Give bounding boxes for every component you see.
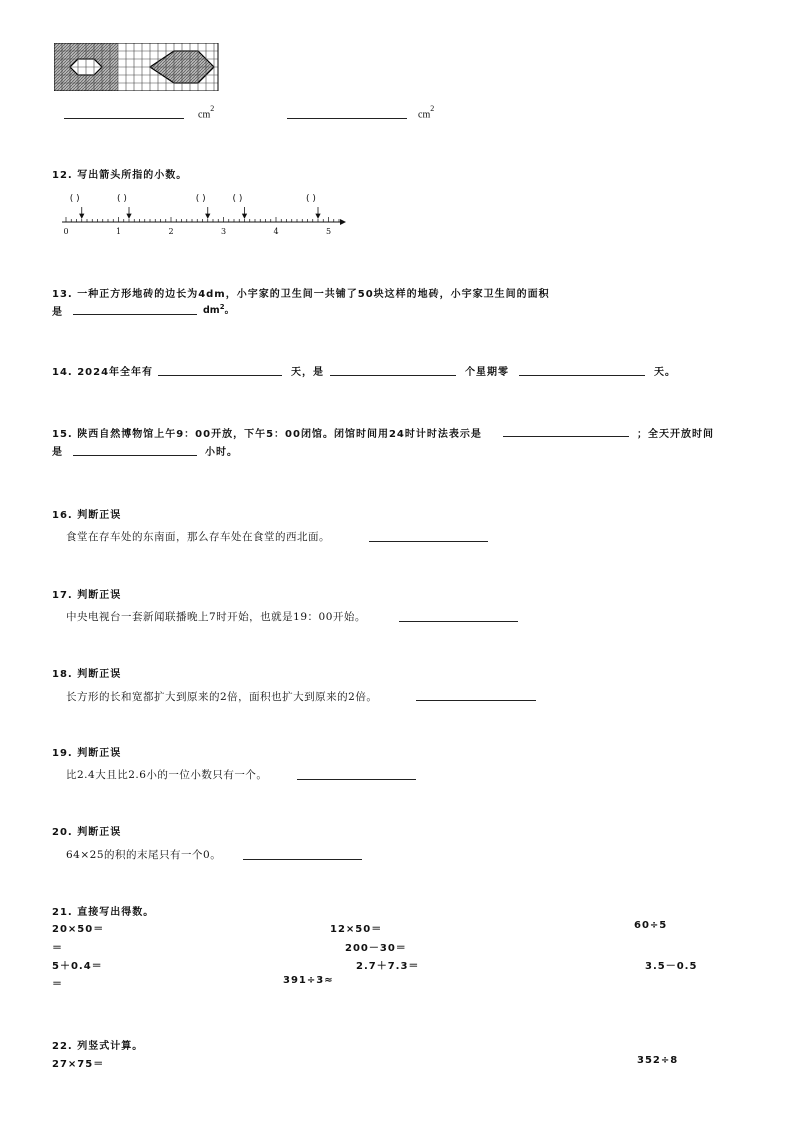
- q11-answer-blank-2[interactable]: [287, 118, 407, 119]
- q21-item: ＝: [52, 943, 63, 954]
- q21-item: 391÷3≈: [283, 975, 334, 986]
- q19-title: 19. 判断正误: [52, 748, 122, 759]
- q21-item: 20×50＝: [52, 924, 105, 935]
- tick-label: 4: [273, 227, 279, 236]
- answer-paren[interactable]: ( ): [195, 194, 206, 204]
- q13-answer-blank[interactable]: [73, 314, 197, 315]
- q17-statement: 中央电视台一套新闻联播晚上7时开始，也就是19：00开始。: [66, 611, 366, 623]
- q21-item: 60÷5: [634, 920, 668, 931]
- answer-paren[interactable]: ( ): [117, 194, 127, 204]
- q20-title: 20. 判断正误: [52, 827, 122, 838]
- pointer-arrowhead: [127, 214, 131, 218]
- q11-unit-1: $cm^2$: [198, 104, 215, 121]
- q18-answer-blank[interactable]: [416, 700, 536, 701]
- q19-statement: 比2.4大且比2.6小的一位小数只有一个。: [66, 769, 268, 781]
- q13-line1: 13. 一种正方形地砖的边长为4dm，小宇家的卫生间一共铺了50块这样的地砖，小宇家卫生间的面积: [52, 289, 550, 300]
- q21-title: 21. 直接写出得数。: [52, 907, 155, 918]
- tick-label: 2: [168, 227, 174, 236]
- pointer-arrowhead: [316, 214, 320, 218]
- q22-item: 352÷8: [637, 1055, 679, 1066]
- q15-line2-suffix: 小时。: [205, 447, 238, 458]
- q15-line1-mid: ；全天开放时间: [637, 429, 714, 440]
- q14-suffix: 天。: [654, 367, 676, 378]
- q11-answer-blank-1[interactable]: [64, 118, 184, 119]
- q17-answer-blank[interactable]: [399, 621, 518, 622]
- pointer-arrowhead: [243, 214, 247, 218]
- pointer-arrowhead: [80, 214, 84, 218]
- q21-item: 2.7＋7.3＝: [356, 961, 420, 972]
- q17-title: 17. 判断正误: [52, 590, 122, 601]
- q15-answer-blank-2[interactable]: [73, 455, 197, 456]
- q14-answer-blank-2[interactable]: [330, 375, 456, 376]
- q21-item: 5＋0.4＝: [52, 961, 103, 972]
- q14-answer-blank-1[interactable]: [158, 375, 282, 376]
- q21-item: 3.5－0.5: [645, 961, 698, 972]
- q15-line2-prefix: 是: [52, 447, 63, 458]
- q22-item: 27×75＝: [52, 1059, 105, 1070]
- q12-title: 12. 写出箭头所指的小数。: [52, 170, 188, 181]
- q15-line1: 15. 陕西自然博物馆上午9：00开放，下午5：00闭馆。闭馆时间用24时计时法表示是: [52, 429, 482, 440]
- tick-label: 0: [63, 227, 69, 236]
- q13-unit: $dm^2$。: [203, 302, 235, 316]
- q18-statement: 长方形的长和宽都扩大到原来的2倍，面积也扩大到原来的2倍。: [66, 691, 378, 703]
- tick-label: 3: [221, 227, 227, 236]
- q21-item: ＝: [52, 979, 63, 990]
- answer-paren[interactable]: ( ): [306, 194, 316, 204]
- q14-answer-blank-3[interactable]: [519, 375, 645, 376]
- q16-answer-blank[interactable]: [369, 541, 488, 542]
- q21-item: 200－30＝: [345, 943, 407, 954]
- q13-line2-prefix: 是: [52, 307, 63, 318]
- q20-statement: 64×25的积的末尾只有一个0。: [66, 849, 222, 861]
- tick-label: 5: [326, 227, 332, 236]
- q16-statement: 食堂在存车处的东南面，那么存车处在食堂的西北面。: [66, 531, 330, 543]
- q14-prefix: 14. 2024年全年有: [52, 367, 154, 378]
- q11-unit-2: $cm^2$: [418, 104, 435, 121]
- answer-paren[interactable]: ( ): [69, 194, 80, 204]
- q22-title: 22. 列竖式计算。: [52, 1041, 144, 1052]
- q16-title: 16. 判断正误: [52, 510, 122, 521]
- q18-title: 18. 判断正误: [52, 669, 122, 680]
- q12-number-line: [54, 190, 354, 238]
- q20-answer-blank[interactable]: [243, 859, 362, 860]
- q19-answer-blank[interactable]: [297, 779, 416, 780]
- answer-paren[interactable]: ( ): [232, 194, 243, 204]
- q14-mid2: 个星期零: [465, 367, 509, 378]
- q21-item: 12×50＝: [330, 924, 383, 935]
- pointer-arrowhead: [206, 214, 210, 218]
- q11-grid-figures: [54, 43, 220, 91]
- tick-label: 1: [116, 227, 122, 236]
- q15-answer-blank-1[interactable]: [503, 436, 629, 437]
- q14-mid1: 天，是: [291, 367, 324, 378]
